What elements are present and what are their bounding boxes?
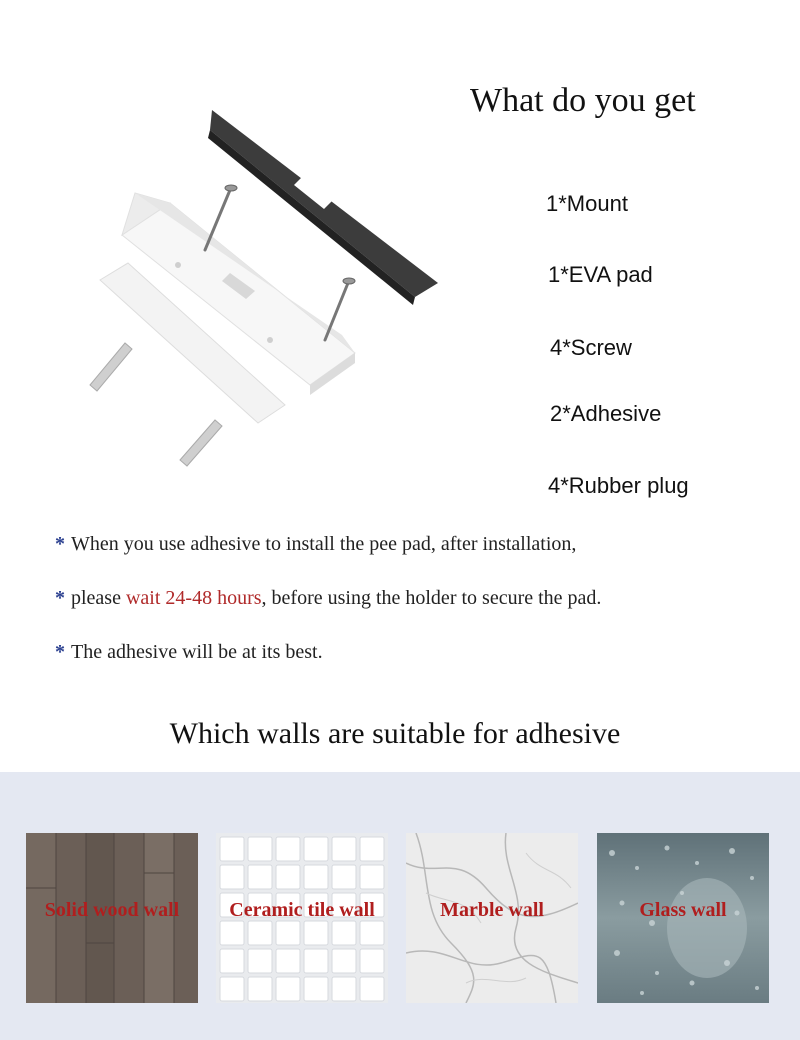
note-bullet: *	[55, 533, 65, 555]
wall-label: Ceramic tile wall	[229, 899, 375, 921]
note-text: , before using the holder to secure the pad.	[261, 587, 602, 609]
note-bullet: *	[55, 641, 65, 663]
wall-label: Marble wall	[440, 899, 544, 921]
note-line-2	[55, 587, 601, 610]
contents-item-mount: 1*Mount	[546, 191, 628, 216]
what-do-you-get-title: What do you get	[470, 82, 696, 119]
wall-card-ceramic-tile	[216, 833, 388, 1003]
note-line-1	[55, 533, 576, 556]
wall-card-glass	[597, 833, 769, 1003]
note-text: When you use adhesive to install the pee pad, after installation,	[71, 533, 577, 555]
note-text: please	[71, 587, 126, 609]
contents-item-rubber-plug: 4*Rubber plug	[548, 473, 689, 498]
product-exploded-view	[70, 85, 470, 485]
contents-item-eva-pad: 1*EVA pad	[548, 262, 653, 287]
contents-item-adhesive: 2*Adhesive	[550, 401, 662, 426]
note-bullet: *	[55, 587, 65, 609]
suitable-walls-title: Which walls are suitable for adhesive	[169, 717, 621, 750]
contents-item-screw: 4*Screw	[550, 335, 632, 360]
note-line-3	[55, 641, 323, 664]
wall-card-wood	[26, 833, 198, 1003]
wall-label: Glass wall	[639, 899, 727, 921]
wall-label: Solid wood wall	[44, 899, 180, 921]
note-highlight-wait-time: wait 24-48 hours	[125, 587, 262, 609]
note-text: The adhesive will be at its best.	[71, 641, 323, 663]
wall-card-marble	[406, 833, 578, 1003]
